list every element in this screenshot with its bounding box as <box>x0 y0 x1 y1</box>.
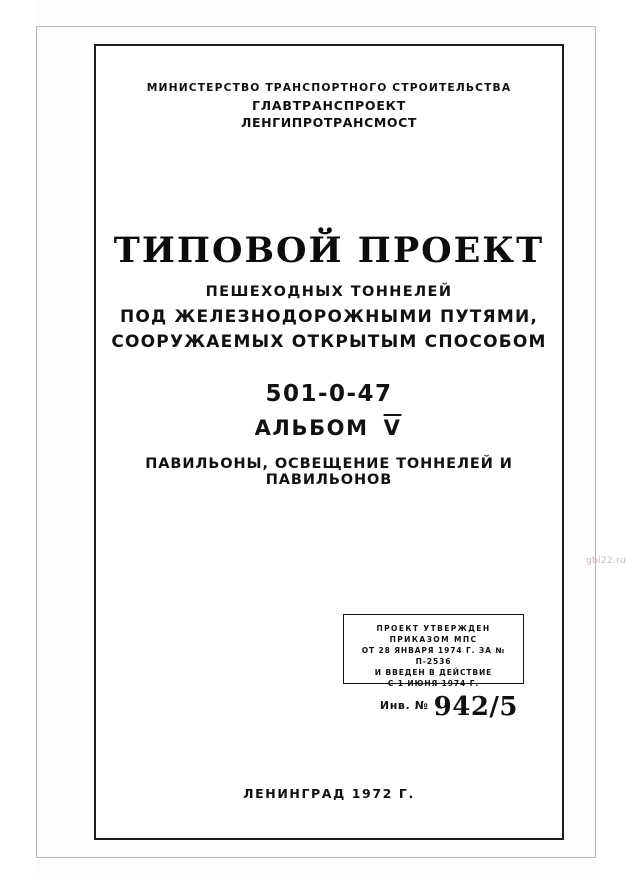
main-office-name: ГЛАВТРАНСПРОЕКТ <box>251 98 407 113</box>
inventory-number: 942/5 <box>433 692 518 722</box>
document-title: ТИПОВОЙ ПРОЕКТ <box>113 230 545 271</box>
institute-name: ЛЕНГИПРОТРАНСМОСТ <box>240 115 418 130</box>
city-and-year: ЛЕНИНГРАД 1972 Г. <box>243 786 415 801</box>
stamp-line-5: С 1 ИЮНЯ 1974 Г. <box>387 679 480 688</box>
organization-block <box>94 82 564 130</box>
document-subtitle <box>94 284 564 352</box>
album-label: АЛЬБОМ <box>254 416 369 440</box>
series-code: 501-0-47 <box>265 381 393 407</box>
inventory-line <box>343 692 524 722</box>
page-left-margin <box>0 0 36 877</box>
subtitle-line-1: ПЕШЕХОДНЫХ ТОННЕЛЕЙ <box>205 284 453 300</box>
watermark-text: gbi22.ru <box>586 556 626 566</box>
album-number: $\overline{V}$ <box>383 416 402 440</box>
stamp-line-3: ОТ 28 ЯНВАРЯ 1974 Г. ЗА № П-2536 <box>361 646 506 666</box>
page-right-margin <box>598 0 626 877</box>
stamp-line-1: ПРОЕКТ УТВЕРЖДЕН <box>376 624 491 633</box>
inventory-label: Инв. № <box>379 699 429 712</box>
approval-stamp <box>343 614 524 688</box>
stamp-line-2: ПРИКАЗОМ МПС <box>389 635 478 644</box>
album-line <box>94 416 564 440</box>
ministry-name: МИНИСТЕРСТВО ТРАНСПОРТНОГО СТРОИТЕЛЬСТВА <box>146 82 512 94</box>
subtitle-line-2: ПОД ЖЕЛЕЗНОДОРОЖНЫМИ ПУТЯМИ, <box>119 307 539 327</box>
title-sheet-content <box>94 44 564 840</box>
stamp-line-4: И ВВЕДЕН В ДЕЙСТВИЕ <box>374 668 493 677</box>
subtitle-line-3: СООРУЖАЕМЫХ ОТКРЫТЫМ СПОСОБОМ <box>111 332 547 352</box>
album-description: ПАВИЛЬОНЫ, ОСВЕЩЕНИЕ ТОННЕЛЕЙ И ПАВИЛЬОНОВ <box>145 456 513 488</box>
